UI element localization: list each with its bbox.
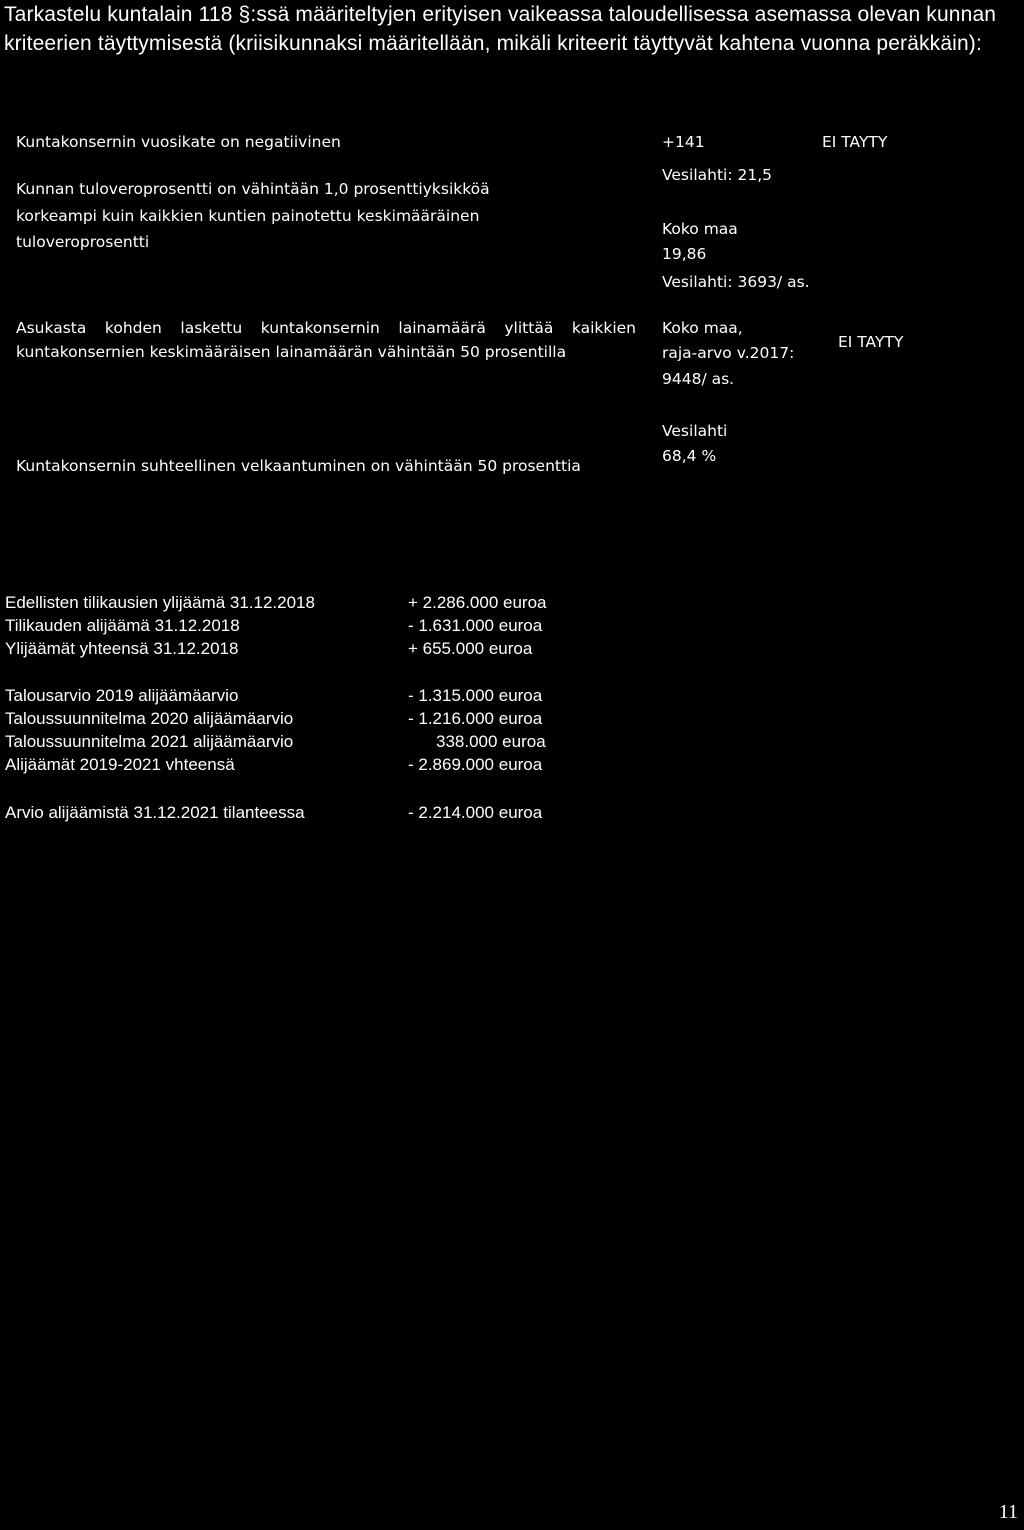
criterion-2-value-line-3: 19,86 — [662, 245, 707, 263]
criterion-4-value-line-1: Vesilahti — [662, 422, 728, 440]
summary-value-1: + 2.286.000 euroa — [408, 593, 547, 612]
summary-label-7: Alijäämät 2019-2021 vhteensä — [5, 755, 235, 774]
summary-value-7: - 2.869.000 euroa — [408, 755, 543, 774]
criterion-3-value-line-1: Vesilahti: 3693/ as. — [662, 273, 810, 291]
summary-value-8: - 2.214.000 euroa — [408, 803, 543, 822]
criterion-2-value-line-1: Vesilahti: 21,5 — [662, 166, 772, 184]
summary-label-2: Tilikauden alijäämä 31.12.2018 — [5, 616, 240, 635]
criterion-4-text: Kuntakonsernin suhteellinen velkaantuminen on vähintään 50 prosenttia — [16, 457, 581, 475]
intro-paragraph — [4, 0, 1022, 58]
page-number: 11 — [998, 1501, 1018, 1523]
criterion-1-text: Kuntakonsernin vuosikate on negatiivinen — [16, 133, 341, 151]
criterion-2-text-line-3: tuloveroprosentti — [16, 233, 150, 251]
criterion-3-text-line-2: kuntakonsernien keskimääräisen lainamäärän vähintään 50 prosentilla — [16, 343, 567, 361]
summary-value-2: - 1.631.000 euroa — [408, 616, 543, 635]
summary-value-3: + 655.000 euroa — [408, 639, 533, 658]
criterion-3-text-line-1: Asukasta kohden laskettu kuntakonsernin lainamäärä ylittää kaikkien — [16, 319, 636, 337]
criterion-3-value-line-3: raja-arvo v.2017: — [662, 344, 795, 362]
criterion-2-text-line-2: korkeampi kuin kaikkien kuntien painotettu keskimääräinen — [16, 207, 480, 225]
criterion-1-value: +141 — [662, 133, 705, 151]
summary-label-1: Edellisten tilikausien ylijäämä 31.12.2018 — [5, 593, 315, 612]
summary-value-5: - 1.216.000 euroa — [408, 709, 543, 728]
criterion-3-value-line-2: Koko maa, — [662, 319, 743, 337]
intro-line-2: kriteerien täyttymisestä (kriisikunnaksi määritellään, mikäli kriteerit täyttyvät kahtena vuonna peräkkäin): — [4, 32, 982, 55]
criterion-3-value-line-4: 9448/ as. — [662, 370, 735, 388]
summary-label-4: Talousarvio 2019 alijäämäarvio — [5, 686, 239, 705]
intro-line-1: Tarkastelu kuntalain 118 §:ssä määriteltyjen erityisen vaikeassa taloudellisessa asemassa olevan kunnan — [4, 3, 997, 26]
criterion-2-text-line-1: Kunnan tuloveroprosentti on vähintään 1,0 prosenttiyksikköä — [16, 180, 490, 198]
criterion-2-value-line-2: Koko maa — [662, 220, 738, 238]
summary-label-5: Taloussuunnitelma 2020 alijäämäarvio — [5, 709, 294, 728]
summary-value-4: - 1.315.000 euroa — [408, 686, 543, 705]
summary-label-3: Ylijäämät yhteensä 31.12.2018 — [5, 639, 239, 658]
summary-label-6: Taloussuunnitelma 2021 alijäämäarvio — [5, 732, 294, 751]
summary-label-8: Arvio alijäämistä 31.12.2021 tilanteessa — [5, 803, 305, 822]
criterion-3-status: EI TAYTY — [838, 333, 904, 351]
summary-value-6: 338.000 euroa — [436, 732, 546, 751]
criterion-4-value-line-2: 68,4 % — [662, 447, 717, 465]
criterion-1-status: EI TAYTY — [822, 133, 888, 151]
